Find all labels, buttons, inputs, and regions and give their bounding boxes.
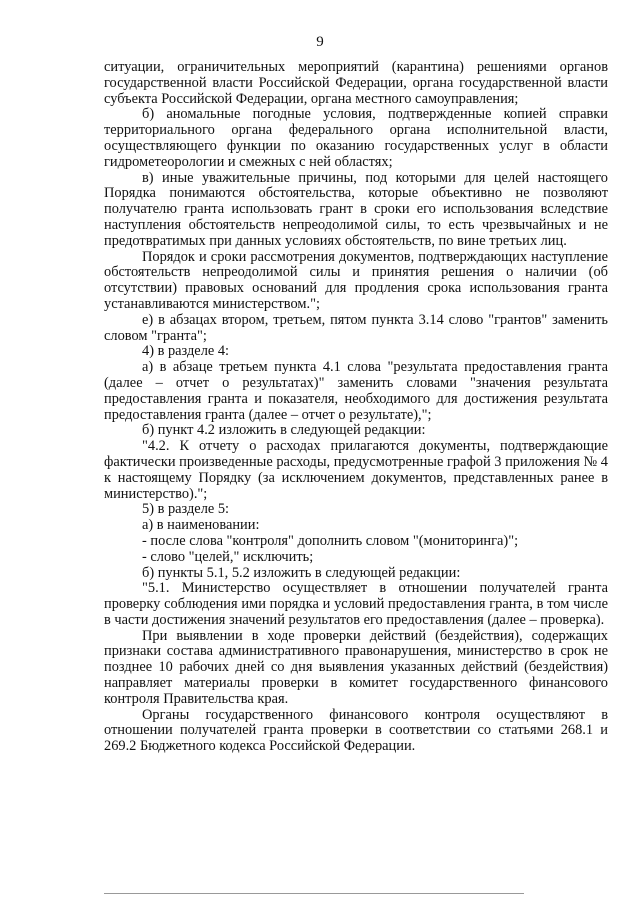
paragraph: б) пункт 4.2 изложить в следующей редакции: [142, 422, 426, 439]
paragraph: Органы государственного финансового контроля осуществляют в отношении получателей гранта проверки в соответствии со статьями 268.1 и 269.2 Бюджетного кодекса Российской Федерации. [104, 706, 608, 755]
paragraph: "5.1. Министерство осуществляет в отношении получателей гранта проверку соблюдения ими порядка и условий предоставления гранта, в том числе в части достижения значений результатов его предоставления (далее – проверка). [104, 580, 608, 628]
paragraph: е) в абзацах втором, третьем, пятом пункта 3.14 слово "грантов" заменить словом "гранта"; [104, 311, 608, 344]
document-body [104, 60, 608, 755]
paragraph: Порядок и сроки рассмотрения документов, подтверждающих наступление обстоятельств непреодолимой силы и принятия решения о наличии (об отсутствии) правовых оснований для продления срока использования гранта устанавливаются министерством."; [104, 248, 608, 312]
paragraph: 4) в разделе 4: [142, 343, 230, 360]
paragraph: - после слова "контроля" дополнить словом "(мониторинга)"; [142, 532, 519, 549]
paragraph: в) иные уважительные причины, под которыми для целей настоящего Порядка понимаются обстоятельства, которые объективно не позволяют получателю гранта использовать грант в сроки его использования вследствие наступления обстоятельств непреодолимой силы, то есть чрезвычайных и не предотвратимых при данных условиях обстоятельств, по вине третьих лиц. [104, 169, 608, 249]
paragraph: - слово "целей," исключить; [142, 548, 314, 565]
paragraph: "4.2. К отчету о расходах прилагаются документы, подтверждающие фактически произведенные расходы, предусмотренные графой 3 приложения № 4 к настоящему Порядку (за исключением документов, представленных ранее в министерство)."; [104, 438, 608, 502]
paragraph: а) в абзаце третьем пункта 4.1 слова "результата предоставления гранта (далее – отчет о результатах)" заменить словами "значения результата предоставления гранта и показателя, необходимого для достижения результата предоставления гранта (далее – отчет о результате),"; [104, 359, 608, 423]
paragraph: а) в наименовании: [142, 517, 260, 534]
paragraph: б) аномальные погодные условия, подтвержденные копией справки территориального органа федерального органа исполнительной власти, осуществляющего функции по оказанию государственных услуг в области гидрометеорологии и смежных с ней областях; [104, 106, 608, 170]
paragraph: ситуации, ограничительных мероприятий (карантина) решениями органов государственной власти Российской Федерации, органа государственной власти субъекта Российской Федерации, органа местного самоуправления; [104, 59, 608, 107]
paragraph: б) пункты 5.1, 5.2 изложить в следующей редакции: [142, 564, 461, 581]
paragraph: При выявлении в ходе проверки действий (бездействия), содержащих признаки состава административного правонарушения, министерство в срок не позднее 10 рабочих дней со дня выявления указанных действий (бездействия) направляет материалы проверки в комитет государственного финансового контроля Правительства края. [104, 627, 608, 707]
footer-divider [104, 893, 524, 894]
page-number: 9 [316, 34, 324, 50]
paragraph: 5) в разделе 5: [142, 501, 230, 518]
